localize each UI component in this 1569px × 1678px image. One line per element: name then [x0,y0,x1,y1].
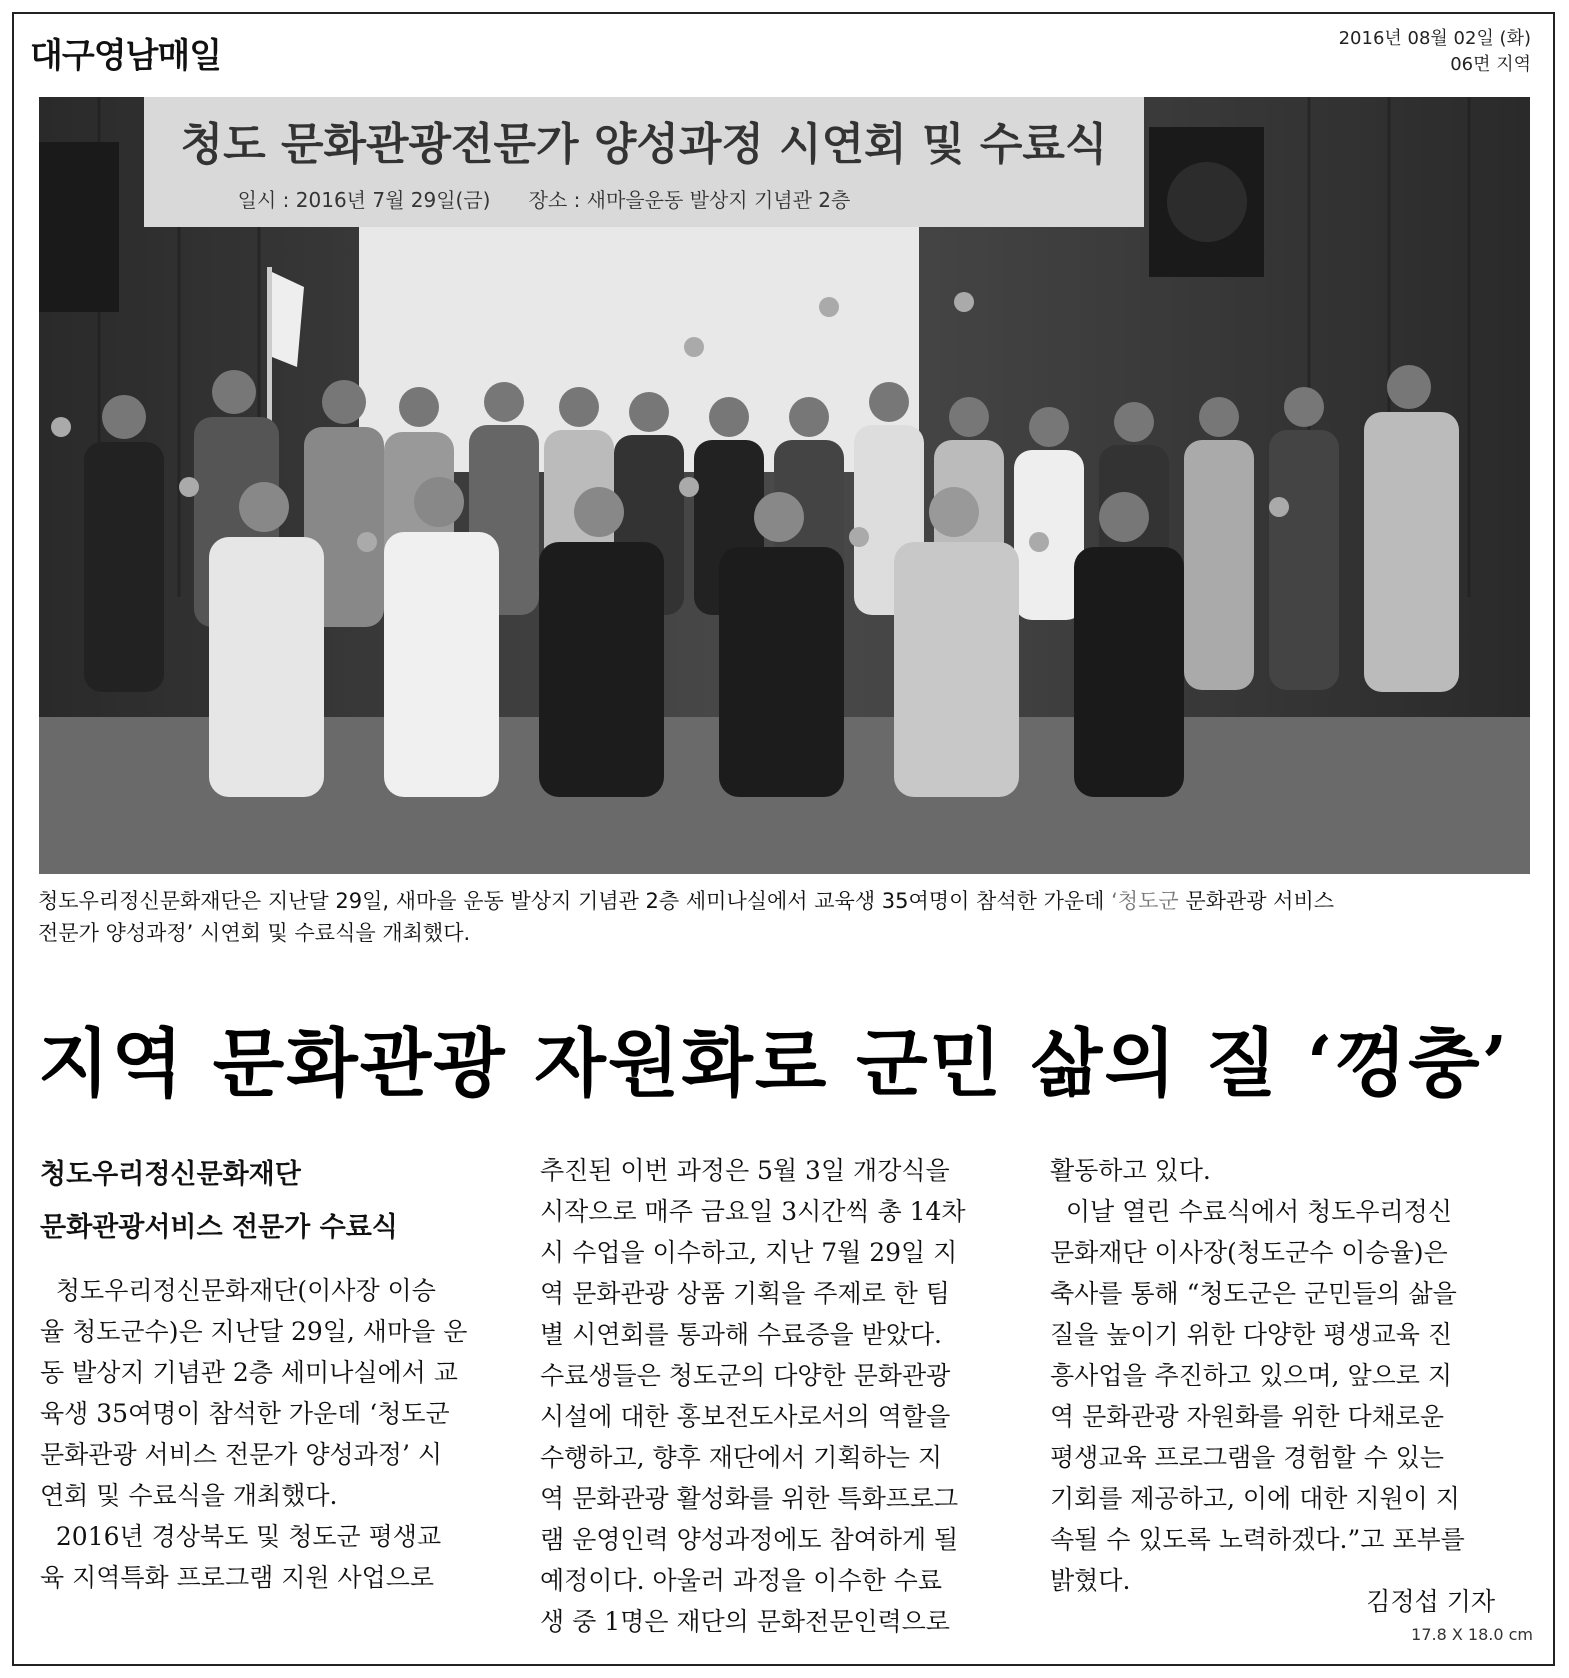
page-section: 06면 지역 [1450,54,1531,75]
article-line: 기회를 제공하고, 이에 대한 지원이 지 [1050,1484,1460,1513]
article-line: 활동하고 있다. [1050,1156,1211,1185]
article-line: 속될 수 있도록 노력하겠다.”고 포부를 [1050,1525,1465,1554]
article-column-2 [540,1150,1010,1642]
article-column-3 [1050,1150,1520,1601]
article-line: 시설에 대한 홍보전도사로서의 역할을 [540,1402,951,1431]
article-line: 시 수업을 이수하고, 지난 7월 29일 지 [540,1238,958,1267]
caption-text-3: 전문가 양성과정’ 시연회 및 수료식을 개최했다. [38,921,471,945]
article-line: 동 발상지 기념관 2층 세미나실에서 교 [40,1358,458,1387]
article-line: 평생교육 프로그램을 경험할 수 있는 [1050,1443,1445,1472]
photo-caption [38,885,1533,949]
group-photo [39,97,1530,874]
article-line: 밝혔다. [1050,1566,1131,1595]
photo-illustration [39,97,1530,874]
byline: 김정섭 기자 [1366,1587,1495,1616]
article-line: 별 시연회를 통과해 수료증을 받았다. [540,1320,942,1349]
article-line: 청도우리정신문화재단(이사장 이승 [40,1276,436,1305]
article-line: 추진된 이번 과정은 5월 3일 개강식을 [540,1156,950,1185]
article-line: 이날 열린 수료식에서 청도우리정신 [1050,1197,1452,1226]
clipping-size: 17.8 X 18.0 cm [1411,1625,1533,1644]
article-column-1 [40,1270,510,1598]
article-line: 2016년 경상북도 및 청도군 평생교 [40,1522,442,1551]
caption-text-1: 청도우리정신문화재단은 지난달 29일, 새마을 운동 발상지 기념관 2층 세미나실에서 교육생 35여명이 참석한 가운데 [38,889,1112,913]
article-line: 질을 높이기 위한 다양한 평생교육 진 [1050,1320,1452,1349]
article-line: 램 운영인력 양성과정에도 참여하게 될 [540,1525,959,1554]
caption-text-2: 문화관광 서비스 [1178,889,1335,913]
headline: 지역 문화관광 자원화로 군민 삶의 질 ‘껑충’ [38,1021,1510,1107]
article-line: 역 문화관광 상품 기획을 주제로 한 팀 [540,1279,950,1308]
article-line: 시작으로 매주 금요일 3시간씩 총 14차 [540,1197,966,1226]
article-line: 흥사업을 추진하고 있으며, 앞으로 지 [1050,1361,1452,1390]
article-line: 율 청도군수)은 지난달 29일, 새마을 운 [40,1317,468,1346]
article-line: 육생 35여명이 참석한 가운데 ‘청도군 [40,1399,450,1428]
article-line: 연회 및 수료식을 개최했다. [40,1481,338,1510]
banner-title: 청도 문화관광전문가 양성과정 시연회 및 수료식 [180,119,1108,170]
masthead: 대구영남매일 [30,36,222,76]
article-line: 수료생들은 청도군의 다양한 문화관광 [540,1361,951,1390]
publication-date: 2016년 08월 02일 (화) [1338,28,1531,49]
caption-highlight: ‘청도군 [1111,889,1179,913]
dateline [1339,26,1531,78]
article-line: 문화재단 이사장(청도군수 이승율)은 [1050,1238,1448,1267]
banner-info: 일시 : 2016년 7월 29일(금) 장소 : 새마을운동 발상지 기념관 2층 [237,188,851,212]
article-line: 수행하고, 향후 재단에서 기획하는 지 [540,1443,942,1472]
subhead-2: 문화관광서비스 전문가 수료식 [40,1212,398,1243]
article-line: 역 문화관광 자원화를 위한 다채로운 [1050,1402,1445,1431]
subhead-1: 청도우리정신문화재단 [40,1159,301,1190]
article-line: 예정이다. 아울러 과정을 이수한 수료 [540,1566,942,1595]
article-line: 축사를 통해 “청도군은 군민들의 삶을 [1050,1279,1457,1308]
article-line: 역 문화관광 활성화를 위한 특화프로그 [540,1484,959,1513]
article-line: 육 지역특화 프로그램 지원 사업으로 [40,1563,435,1592]
article-line: 문화관광 서비스 전문가 양성과정’ 시 [40,1440,442,1469]
article-line: 생 중 1명은 재단의 문화전문인력으로 [540,1607,950,1636]
